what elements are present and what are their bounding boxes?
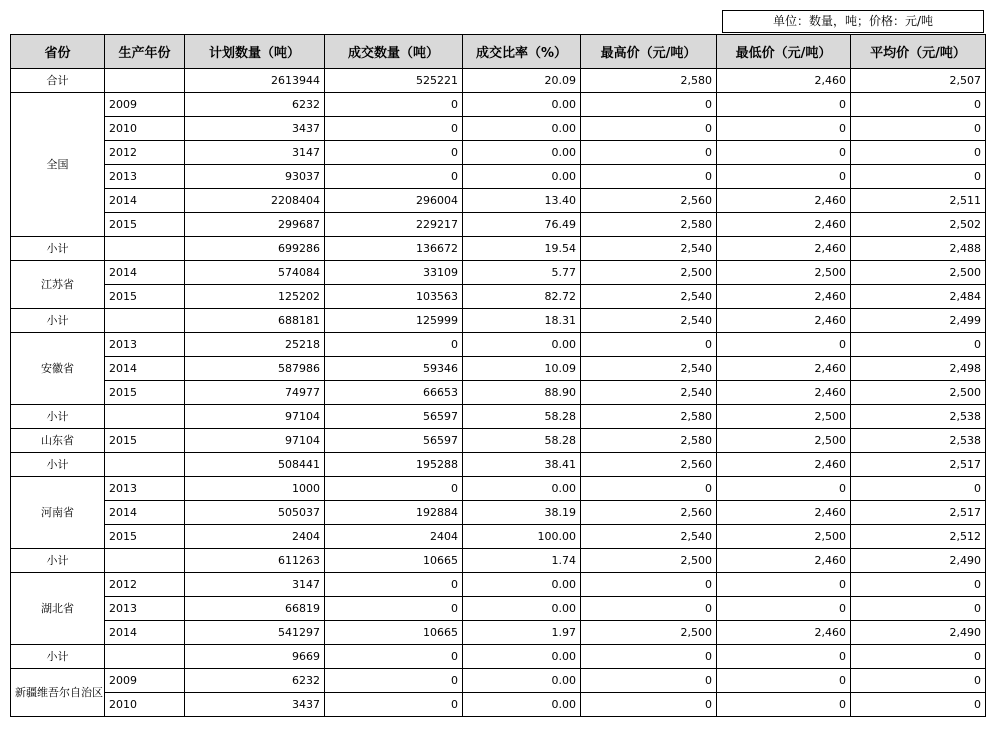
planned-qty-cell: 505037 [185,501,325,525]
year-cell: 2015 [105,285,185,309]
max-price-cell: 2,540 [581,357,717,381]
deal-qty-cell: 0 [325,141,463,165]
max-price-cell: 2,580 [581,405,717,429]
deal-qty-cell: 66653 [325,381,463,405]
avg-price-cell: 0 [851,693,986,717]
deal-qty-cell: 525221 [325,69,463,93]
min-price-cell: 0 [717,573,851,597]
year-cell [105,645,185,669]
table-row [11,525,986,549]
avg-price-cell: 0 [851,93,986,117]
deal-qty-cell: 229217 [325,213,463,237]
avg-price-cell: 0 [851,165,986,189]
table-row [11,621,986,645]
table-row [11,693,986,717]
table-row [11,429,986,453]
deal-ratio-cell: 0.00 [463,477,581,501]
deal-qty-cell: 33109 [325,261,463,285]
avg-price-cell: 2,499 [851,309,986,333]
planned-qty-cell: 93037 [185,165,325,189]
max-price-cell: 2,560 [581,501,717,525]
deal-qty-cell: 2404 [325,525,463,549]
max-price-cell: 2,560 [581,189,717,213]
province-cell: 小计 [11,645,105,669]
table-row [11,405,986,429]
min-price-cell: 2,500 [717,525,851,549]
province-cell: 小计 [11,549,105,573]
min-price-cell: 0 [717,333,851,357]
planned-qty-cell: 299687 [185,213,325,237]
max-price-cell: 2,540 [581,381,717,405]
planned-qty-cell: 125202 [185,285,325,309]
province-cell: 河南省 [11,477,105,549]
table-row [11,381,986,405]
deal-ratio-cell: 58.28 [463,429,581,453]
max-price-cell: 0 [581,477,717,501]
planned-qty-cell: 611263 [185,549,325,573]
year-cell: 2013 [105,165,185,189]
province-cell: 全国 [11,93,105,237]
header-max-price: 最高价（元/吨） [581,35,717,69]
min-price-cell: 2,460 [717,69,851,93]
table-row [11,453,986,477]
deal-ratio-cell: 0.00 [463,165,581,189]
table-row [11,261,986,285]
min-price-cell: 2,460 [717,213,851,237]
province-cell: 山东省 [11,429,105,453]
max-price-cell: 0 [581,669,717,693]
planned-qty-cell: 1000 [185,477,325,501]
max-price-cell: 0 [581,333,717,357]
deal-qty-cell: 125999 [325,309,463,333]
deal-ratio-cell: 19.54 [463,237,581,261]
table-row [11,93,986,117]
year-cell: 2013 [105,333,185,357]
table-row [11,141,986,165]
min-price-cell: 2,460 [717,285,851,309]
table-row [11,69,986,93]
table-row [11,309,986,333]
deal-ratio-cell: 0.00 [463,333,581,357]
avg-price-cell: 2,538 [851,429,986,453]
max-price-cell: 0 [581,573,717,597]
deal-ratio-cell: 82.72 [463,285,581,309]
deal-qty-cell: 0 [325,93,463,117]
avg-price-cell: 2,500 [851,381,986,405]
deal-ratio-cell: 0.00 [463,117,581,141]
deal-ratio-cell: 0.00 [463,645,581,669]
avg-price-cell: 0 [851,645,986,669]
avg-price-cell: 2,507 [851,69,986,93]
year-cell: 2015 [105,381,185,405]
planned-qty-cell: 2404 [185,525,325,549]
min-price-cell: 0 [717,117,851,141]
avg-price-cell: 2,498 [851,357,986,381]
deal-qty-cell: 0 [325,117,463,141]
planned-qty-cell: 587986 [185,357,325,381]
deal-ratio-cell: 38.41 [463,453,581,477]
avg-price-cell: 2,484 [851,285,986,309]
table-row [11,117,986,141]
min-price-cell: 2,460 [717,549,851,573]
planned-qty-cell: 74977 [185,381,325,405]
planned-qty-cell: 6232 [185,669,325,693]
max-price-cell: 2,500 [581,621,717,645]
planned-qty-cell: 3147 [185,141,325,165]
max-price-cell: 2,580 [581,213,717,237]
min-price-cell: 0 [717,669,851,693]
province-cell: 小计 [11,309,105,333]
max-price-cell: 2,580 [581,429,717,453]
min-price-cell: 0 [717,141,851,165]
deal-ratio-cell: 0.00 [463,141,581,165]
max-price-cell: 2,560 [581,453,717,477]
avg-price-cell: 2,538 [851,405,986,429]
deal-qty-cell: 192884 [325,501,463,525]
year-cell [105,309,185,333]
max-price-cell: 2,540 [581,285,717,309]
year-cell [105,405,185,429]
avg-price-cell: 2,511 [851,189,986,213]
min-price-cell: 2,460 [717,189,851,213]
header-deal-ratio: 成交比率（%） [463,35,581,69]
deal-qty-cell: 296004 [325,189,463,213]
deal-ratio-cell: 1.97 [463,621,581,645]
deal-ratio-cell: 0.00 [463,93,581,117]
deal-qty-cell: 59346 [325,357,463,381]
max-price-cell: 0 [581,645,717,669]
deal-qty-cell: 10665 [325,621,463,645]
min-price-cell: 2,460 [717,501,851,525]
avg-price-cell: 2,488 [851,237,986,261]
deal-ratio-cell: 58.28 [463,405,581,429]
year-cell: 2014 [105,261,185,285]
table-row [11,645,986,669]
min-price-cell: 2,500 [717,429,851,453]
deal-ratio-cell: 0.00 [463,573,581,597]
max-price-cell: 0 [581,117,717,141]
deal-ratio-cell: 76.49 [463,213,581,237]
min-price-cell: 0 [717,597,851,621]
planned-qty-cell: 3437 [185,693,325,717]
table-row [11,285,986,309]
province-cell: 江苏省 [11,261,105,309]
avg-price-cell: 2,490 [851,621,986,645]
year-cell: 2009 [105,669,185,693]
header-deal-qty: 成交数量（吨） [325,35,463,69]
deal-qty-cell: 0 [325,669,463,693]
planned-qty-cell: 2208404 [185,189,325,213]
table-row [11,549,986,573]
year-cell: 2015 [105,213,185,237]
deal-qty-cell: 56597 [325,429,463,453]
header-avg-price: 平均价（元/吨） [851,35,986,69]
min-price-cell: 2,500 [717,261,851,285]
year-cell: 2013 [105,597,185,621]
planned-qty-cell: 688181 [185,309,325,333]
avg-price-cell: 0 [851,477,986,501]
table-row [11,573,986,597]
min-price-cell: 2,460 [717,357,851,381]
min-price-cell: 2,460 [717,237,851,261]
min-price-cell: 0 [717,165,851,189]
max-price-cell: 2,500 [581,549,717,573]
deal-ratio-cell: 38.19 [463,501,581,525]
deal-ratio-cell: 0.00 [463,597,581,621]
unit-note: 单位：数量，吨；价格：元/吨 [722,10,984,33]
deal-ratio-cell: 20.09 [463,69,581,93]
year-cell: 2010 [105,693,185,717]
planned-qty-cell: 2613944 [185,69,325,93]
deal-qty-cell: 0 [325,597,463,621]
table-row [11,213,986,237]
avg-price-cell: 0 [851,597,986,621]
trade-results-table [10,34,986,717]
max-price-cell: 0 [581,597,717,621]
deal-ratio-cell: 5.77 [463,261,581,285]
deal-qty-cell: 0 [325,573,463,597]
planned-qty-cell: 3437 [185,117,325,141]
min-price-cell: 0 [717,645,851,669]
planned-qty-cell: 508441 [185,453,325,477]
year-cell: 2010 [105,117,185,141]
deal-ratio-cell: 18.31 [463,309,581,333]
deal-ratio-cell: 88.90 [463,381,581,405]
deal-qty-cell: 103563 [325,285,463,309]
avg-price-cell: 0 [851,117,986,141]
max-price-cell: 2,540 [581,237,717,261]
year-cell [105,549,185,573]
year-cell: 2015 [105,429,185,453]
avg-price-cell: 2,502 [851,213,986,237]
max-price-cell: 0 [581,165,717,189]
deal-ratio-cell: 13.40 [463,189,581,213]
deal-ratio-cell: 1.74 [463,549,581,573]
min-price-cell: 0 [717,93,851,117]
table-body [11,69,986,717]
deal-qty-cell: 0 [325,645,463,669]
year-cell [105,453,185,477]
header-year: 生产年份 [105,35,185,69]
province-cell: 小计 [11,405,105,429]
table-row [11,669,986,693]
avg-price-cell: 2,517 [851,501,986,525]
deal-ratio-cell: 0.00 [463,693,581,717]
avg-price-cell: 2,500 [851,261,986,285]
planned-qty-cell: 9669 [185,645,325,669]
planned-qty-cell: 574084 [185,261,325,285]
deal-qty-cell: 0 [325,693,463,717]
deal-qty-cell: 0 [325,477,463,501]
header-row [11,35,986,69]
planned-qty-cell: 97104 [185,429,325,453]
min-price-cell: 2,460 [717,453,851,477]
deal-ratio-cell: 100.00 [463,525,581,549]
year-cell: 2012 [105,141,185,165]
header-planned-qty: 计划数量（吨） [185,35,325,69]
deal-qty-cell: 0 [325,333,463,357]
avg-price-cell: 2,517 [851,453,986,477]
deal-qty-cell: 56597 [325,405,463,429]
planned-qty-cell: 541297 [185,621,325,645]
planned-qty-cell: 699286 [185,237,325,261]
province-cell: 湖北省 [11,573,105,645]
year-cell [105,69,185,93]
year-cell: 2014 [105,189,185,213]
year-cell: 2009 [105,93,185,117]
max-price-cell: 0 [581,693,717,717]
province-cell: 合计 [11,69,105,93]
table-row [11,357,986,381]
min-price-cell: 2,460 [717,309,851,333]
table-row [11,237,986,261]
header-province: 省份 [11,35,105,69]
table-row [11,165,986,189]
avg-price-cell: 0 [851,573,986,597]
max-price-cell: 2,580 [581,69,717,93]
min-price-cell: 0 [717,477,851,501]
table-row [11,501,986,525]
min-price-cell: 0 [717,693,851,717]
planned-qty-cell: 25218 [185,333,325,357]
planned-qty-cell: 66819 [185,597,325,621]
year-cell [105,237,185,261]
year-cell: 2014 [105,357,185,381]
max-price-cell: 2,500 [581,261,717,285]
deal-ratio-cell: 0.00 [463,669,581,693]
deal-qty-cell: 10665 [325,549,463,573]
avg-price-cell: 0 [851,669,986,693]
table-row [11,333,986,357]
min-price-cell: 2,460 [717,621,851,645]
province-cell: 安徽省 [11,333,105,405]
deal-qty-cell: 0 [325,165,463,189]
table-row [11,597,986,621]
avg-price-cell: 2,512 [851,525,986,549]
avg-price-cell: 2,490 [851,549,986,573]
max-price-cell: 0 [581,93,717,117]
deal-ratio-cell: 10.09 [463,357,581,381]
province-cell: 小计 [11,237,105,261]
planned-qty-cell: 6232 [185,93,325,117]
year-cell: 2014 [105,621,185,645]
province-cell: 新疆维吾尔自治区 [11,669,105,717]
max-price-cell: 0 [581,141,717,165]
year-cell: 2012 [105,573,185,597]
avg-price-cell: 0 [851,141,986,165]
deal-qty-cell: 136672 [325,237,463,261]
min-price-cell: 2,460 [717,381,851,405]
province-cell: 小计 [11,453,105,477]
planned-qty-cell: 97104 [185,405,325,429]
max-price-cell: 2,540 [581,525,717,549]
min-price-cell: 2,500 [717,405,851,429]
max-price-cell: 2,540 [581,309,717,333]
header-min-price: 最低价（元/吨） [717,35,851,69]
table-row [11,477,986,501]
deal-qty-cell: 195288 [325,453,463,477]
planned-qty-cell: 3147 [185,573,325,597]
table-row [11,189,986,213]
year-cell: 2013 [105,477,185,501]
year-cell: 2014 [105,501,185,525]
year-cell: 2015 [105,525,185,549]
avg-price-cell: 0 [851,333,986,357]
